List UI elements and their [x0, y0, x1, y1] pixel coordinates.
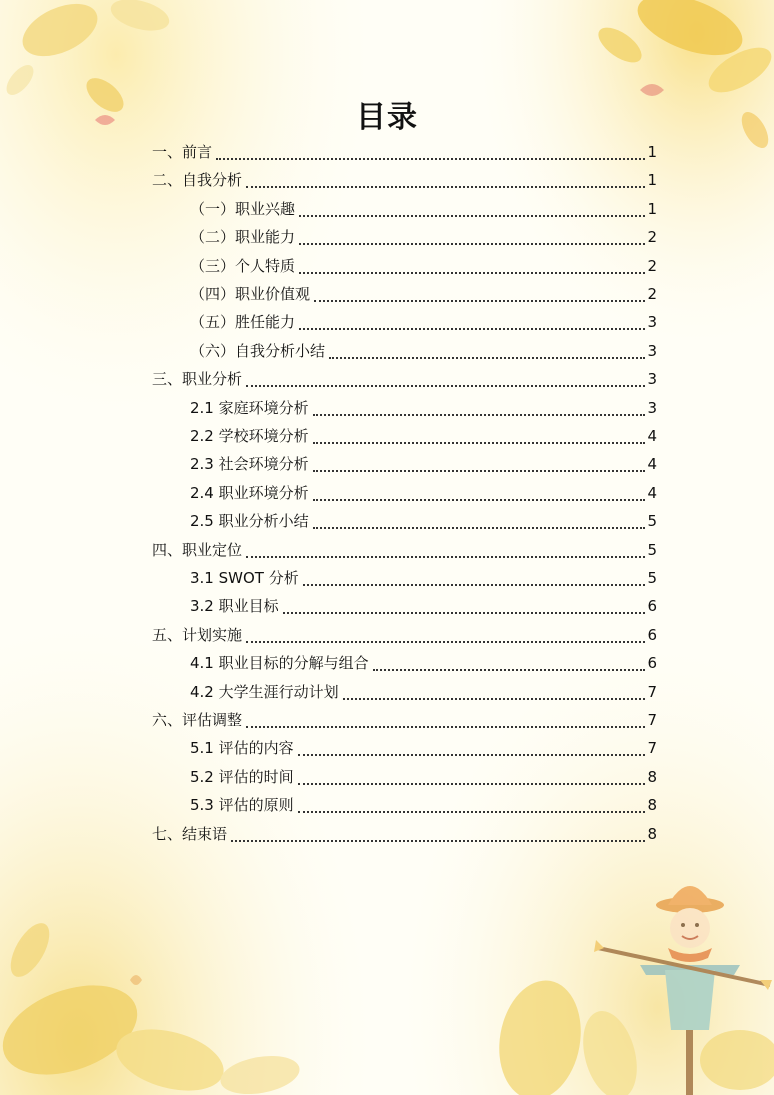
toc-entry[interactable] [190, 337, 657, 365]
toc-entry-label: 5.3 评估的原则 [190, 796, 294, 815]
toc-entry[interactable] [190, 678, 657, 706]
toc-dot-leader [299, 213, 645, 217]
toc-page-number: 5 [647, 512, 657, 531]
toc-page-number: 3 [647, 398, 657, 417]
toc-page-number: 3 [647, 341, 657, 360]
toc-entry-label: 2.2 学校环境分析 [190, 427, 309, 445]
toc-dot-leader [313, 525, 645, 529]
toc-page-number: 6 [647, 597, 657, 616]
toc-dot-leader [298, 752, 645, 756]
toc-page-number: 4 [647, 483, 657, 502]
toc-entry[interactable] [190, 422, 657, 450]
toc-entry[interactable] [190, 763, 657, 791]
toc-entry-label: 2.5 职业分析小结 [190, 512, 309, 531]
toc-entry[interactable] [190, 791, 657, 819]
toc-page-number: 3 [647, 313, 657, 332]
toc-entry[interactable] [190, 507, 657, 535]
toc-dot-leader [313, 412, 645, 416]
toc-entry-label: 三、职业分析 [152, 370, 243, 389]
toc-entry[interactable] [190, 394, 657, 422]
toc-entry-label: 六、评估调整 [152, 711, 243, 729]
toc-entry-label: （四）职业价值观 [190, 285, 311, 303]
toc-entry-label: 3.2 职业目标 [190, 597, 279, 616]
toc-dot-leader [246, 383, 645, 387]
toc-entry[interactable] [190, 308, 657, 336]
toc-page-number: 4 [647, 455, 657, 474]
toc-dot-leader [283, 610, 645, 614]
toc-entry-label: 2.3 社会环境分析 [190, 455, 309, 474]
toc-entry-label: 七、结束语 [152, 824, 228, 843]
toc-entry-label: （五）胜任能力 [190, 313, 296, 332]
toc-page-number: 8 [647, 767, 657, 786]
toc-dot-leader [313, 497, 645, 501]
toc-page-number: 3 [647, 370, 657, 389]
toc-entry[interactable] [190, 734, 657, 762]
page-title: 目录 [356, 100, 418, 135]
toc-entry[interactable] [152, 138, 657, 166]
toc-dot-leader [246, 639, 645, 643]
toc-entry-label: （六）自我分析小结 [190, 341, 326, 360]
toc-dot-leader [303, 582, 645, 586]
toc-entry[interactable] [190, 450, 657, 478]
toc-page-number: 6 [647, 625, 657, 644]
toc-entry[interactable] [190, 649, 657, 677]
toc-page-number: 4 [647, 427, 657, 445]
toc-page-number: 7 [647, 711, 657, 729]
toc-entry[interactable] [190, 564, 657, 592]
toc-entry-label: （一）职业兴趣 [190, 199, 296, 218]
toc-entry[interactable] [190, 592, 657, 620]
toc-page-number: 2 [647, 285, 657, 303]
toc-dot-leader [299, 326, 645, 330]
toc-dot-leader [246, 724, 645, 728]
toc-dot-leader [298, 781, 645, 785]
toc-dot-leader [313, 468, 645, 472]
toc-dot-leader [313, 440, 645, 444]
toc-page-number: 7 [647, 682, 657, 701]
toc-dot-leader [299, 270, 645, 274]
toc-dot-leader [343, 696, 645, 700]
toc-page-number: 5 [647, 569, 657, 587]
toc-dot-leader [246, 184, 645, 188]
toc-dot-leader [231, 838, 645, 842]
toc-dot-leader [298, 809, 645, 813]
toc-dot-leader [246, 554, 645, 558]
toc-entry-label: （三）个人特质 [190, 256, 296, 275]
toc-entry[interactable] [190, 195, 657, 223]
toc-entry-label: 3.1 SWOT 分析 [190, 569, 299, 587]
toc-page-number: 6 [647, 654, 657, 673]
toc-dot-leader [373, 667, 645, 671]
toc-entry-label: 4.2 大学生涯行动计划 [190, 682, 339, 701]
toc-page-number: 1 [647, 199, 657, 218]
toc-entry-label: 2.1 家庭环境分析 [190, 398, 309, 417]
toc-entry-label: 5.2 评估的时间 [190, 767, 294, 786]
toc-dot-leader [314, 298, 645, 302]
toc-entry[interactable] [190, 479, 657, 507]
toc-entry[interactable] [190, 252, 657, 280]
toc-entry[interactable] [152, 820, 657, 848]
toc-dot-leader [329, 355, 645, 359]
toc-page-number: 1 [647, 143, 657, 161]
toc-entry-label: 4.1 职业目标的分解与组合 [190, 654, 369, 673]
toc-page-number: 2 [647, 256, 657, 275]
toc-page-number: 5 [647, 540, 657, 559]
toc-entry-label: 五、计划实施 [152, 625, 243, 644]
toc-entry-label: （二）职业能力 [190, 228, 296, 247]
toc-entry-label: 一、前言 [152, 143, 213, 161]
toc-entry[interactable] [190, 280, 657, 308]
toc-page-number: 8 [647, 824, 657, 843]
toc-page-number: 2 [647, 228, 657, 247]
toc-dot-leader [216, 156, 645, 160]
toc-entry[interactable] [152, 536, 657, 564]
toc-entry-label: 二、自我分析 [152, 171, 243, 190]
toc-page-number: 8 [647, 796, 657, 815]
toc-entry-label: 5.1 评估的内容 [190, 739, 294, 758]
toc-entry[interactable] [152, 621, 657, 649]
toc-entry-label: 2.4 职业环境分析 [190, 483, 309, 502]
toc-page-number: 7 [647, 739, 657, 758]
toc-page-number: 1 [647, 171, 657, 190]
toc-entry[interactable] [152, 365, 657, 393]
toc-entry-label: 四、职业定位 [152, 540, 243, 559]
toc-entry[interactable] [190, 223, 657, 251]
toc-entry[interactable] [152, 706, 657, 734]
toc-entry[interactable] [152, 166, 657, 194]
toc-dot-leader [299, 241, 645, 245]
